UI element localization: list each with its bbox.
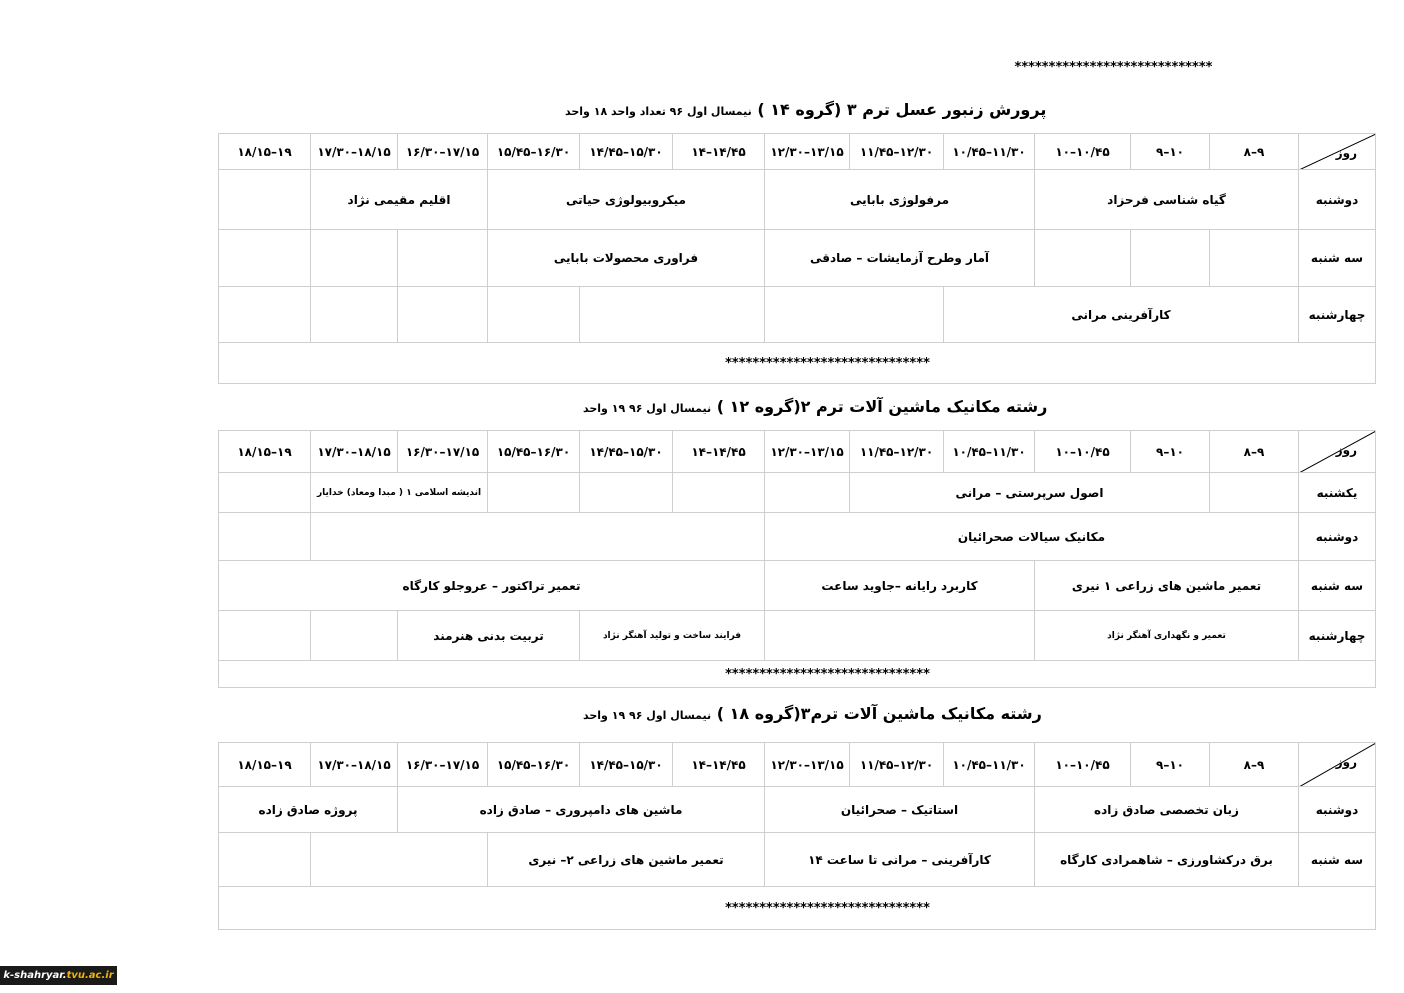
time-header: ۱۰/۴۵–۱۱/۳۰ bbox=[944, 431, 1035, 473]
empty-cell bbox=[765, 473, 850, 513]
time-header: ۱۱/۴۵–۱۲/۳۰ bbox=[850, 743, 944, 787]
corner-label: روز bbox=[1335, 755, 1357, 769]
table-row bbox=[219, 787, 1376, 833]
time-header: ۸–۹ bbox=[1210, 134, 1299, 170]
table1-title bbox=[565, 100, 1046, 119]
time-header: ۱۶/۳۰–۱۷/۱۵ bbox=[398, 431, 488, 473]
table2-subtitle: نیمسال اول ۹۶ ۱۹ واحد bbox=[583, 402, 712, 415]
corner-label: روز bbox=[1335, 443, 1357, 457]
class-cell: تربیت بدنی هنرمند bbox=[398, 611, 580, 661]
empty-cell bbox=[219, 473, 311, 513]
empty-cell bbox=[311, 833, 488, 887]
class-cell: تعمیر ماشین های زراعی ۱ نیری bbox=[1035, 561, 1299, 611]
table-row bbox=[219, 230, 1376, 287]
empty-cell bbox=[219, 611, 311, 661]
time-header: ۱۴–۱۴/۴۵ bbox=[673, 431, 765, 473]
logo-prefix: k-shahryar. bbox=[3, 970, 67, 981]
stars-divider: ****************************** bbox=[219, 661, 1376, 688]
table1-subtitle: نیمسال اول ۹۶ تعداد واحد ۱۸ واحد bbox=[565, 105, 752, 118]
time-header: ۹–۱۰ bbox=[1131, 134, 1210, 170]
stars-divider: ****************************** bbox=[219, 343, 1376, 384]
time-header: ۱۰–۱۰/۴۵ bbox=[1035, 431, 1131, 473]
class-cell: گیاه شناسی فرحزاد bbox=[1035, 170, 1299, 230]
empty-cell bbox=[311, 287, 398, 343]
empty-cell bbox=[1210, 230, 1299, 287]
time-header: ۱۱/۴۵–۱۲/۳۰ bbox=[850, 431, 944, 473]
day-cell: سه شنبه bbox=[1299, 561, 1376, 611]
empty-cell bbox=[311, 513, 765, 561]
empty-cell bbox=[219, 230, 311, 287]
table3-schedule bbox=[218, 742, 1376, 930]
time-header: ۱۰/۴۵–۱۱/۳۰ bbox=[944, 743, 1035, 787]
time-header: ۸–۹ bbox=[1210, 743, 1299, 787]
day-cell: سه شنبه bbox=[1299, 230, 1376, 287]
empty-cell bbox=[219, 170, 311, 230]
table-row bbox=[219, 170, 1376, 230]
empty-cell bbox=[311, 230, 398, 287]
day-cell: چهارشنبه bbox=[1299, 611, 1376, 661]
empty-cell bbox=[765, 287, 944, 343]
table-row bbox=[219, 473, 1376, 513]
empty-cell bbox=[580, 287, 765, 343]
class-cell: آمار وطرح آزمایشات – صادقی bbox=[765, 230, 1035, 287]
table3-subtitle: نیمسال اول ۹۶ ۱۹ واحد bbox=[583, 709, 712, 722]
table3-title bbox=[583, 704, 1042, 723]
table1-title-text: پرورش زنبور عسل ترم ۳ (گروه ۱۴ ) bbox=[757, 100, 1047, 119]
empty-cell bbox=[311, 611, 398, 661]
table1-schedule bbox=[218, 133, 1376, 384]
table3-title-text: رشته مکانیک ماشین آلات ترم۳(گروه ۱۸ ) bbox=[716, 704, 1042, 723]
top-stars: ***************************** bbox=[1014, 60, 1212, 75]
time-header: ۱۴–۱۴/۴۵ bbox=[673, 743, 765, 787]
class-cell: کاربرد رایانه –جاوید ساعت bbox=[765, 561, 1035, 611]
time-header: ۱۲/۳۰–۱۳/۱۵ bbox=[765, 431, 850, 473]
time-header: ۹–۱۰ bbox=[1131, 743, 1210, 787]
empty-cell bbox=[488, 287, 580, 343]
empty-cell bbox=[219, 833, 311, 887]
time-header: ۱۰–۱۰/۴۵ bbox=[1035, 134, 1131, 170]
class-cell: اندیشه اسلامی ۱ ( مبدا ومعاد) خدایار bbox=[311, 473, 488, 513]
class-cell: تعمیر ماشین های زراعی ۲– نیری bbox=[488, 833, 765, 887]
corner-label: روز bbox=[1335, 146, 1357, 160]
class-cell: کارآفرینی – مرانی تا ساعت ۱۴ bbox=[765, 833, 1035, 887]
class-cell: پروژه صادق زاده bbox=[219, 787, 398, 833]
class-cell: تعمیر و نگهداری آهنگر نژاد bbox=[1035, 611, 1299, 661]
table-row bbox=[219, 833, 1376, 887]
table2-corner-cell bbox=[1299, 431, 1376, 473]
time-header: ۱۶/۳۰–۱۷/۱۵ bbox=[398, 743, 488, 787]
time-header: ۱۸/۱۵–۱۹ bbox=[219, 743, 311, 787]
class-cell: کارآفرینی مرانی bbox=[944, 287, 1299, 343]
empty-cell bbox=[488, 473, 580, 513]
time-header: ۱۰–۱۰/۴۵ bbox=[1035, 743, 1131, 787]
empty-cell bbox=[219, 513, 311, 561]
day-cell: دوشنبه bbox=[1299, 787, 1376, 833]
stars-divider: ****************************** bbox=[219, 887, 1376, 930]
table3-corner-cell bbox=[1299, 743, 1376, 787]
footer-row bbox=[219, 887, 1376, 930]
class-cell: اصول سرپرستی – مرانی bbox=[850, 473, 1210, 513]
time-header: ۹–۱۰ bbox=[1131, 431, 1210, 473]
time-header: ۱۴/۴۵–۱۵/۳۰ bbox=[580, 134, 673, 170]
table1-corner-cell bbox=[1299, 134, 1376, 170]
class-cell: فرایند ساخت و تولید آهنگر نژاد bbox=[580, 611, 765, 661]
empty-cell bbox=[673, 473, 765, 513]
class-cell: استاتیک – صحرائیان bbox=[765, 787, 1035, 833]
time-header: ۱۴–۱۴/۴۵ bbox=[673, 134, 765, 170]
day-cell: چهارشنبه bbox=[1299, 287, 1376, 343]
time-header: ۱۲/۳۰–۱۳/۱۵ bbox=[765, 134, 850, 170]
time-header: ۱۸/۱۵–۱۹ bbox=[219, 431, 311, 473]
day-cell: دوشنبه bbox=[1299, 513, 1376, 561]
site-logo[interactable] bbox=[0, 966, 117, 985]
empty-cell bbox=[1131, 230, 1210, 287]
day-cell: یکشنبه bbox=[1299, 473, 1376, 513]
time-header: ۱۱/۴۵–۱۲/۳۰ bbox=[850, 134, 944, 170]
day-cell: دوشنبه bbox=[1299, 170, 1376, 230]
time-header: ۱۵/۴۵–۱۶/۳۰ bbox=[488, 431, 580, 473]
table2-schedule bbox=[218, 430, 1376, 688]
time-header: ۱۰/۴۵–۱۱/۳۰ bbox=[944, 134, 1035, 170]
empty-cell bbox=[1035, 230, 1131, 287]
footer-row bbox=[219, 661, 1376, 688]
time-header: ۱۷/۳۰–۱۸/۱۵ bbox=[311, 134, 398, 170]
time-header: ۱۲/۳۰–۱۳/۱۵ bbox=[765, 743, 850, 787]
empty-cell bbox=[219, 287, 311, 343]
table-row bbox=[219, 561, 1376, 611]
time-header: ۱۸/۱۵–۱۹ bbox=[219, 134, 311, 170]
empty-cell bbox=[398, 287, 488, 343]
table-row bbox=[219, 513, 1376, 561]
class-cell: میکروبیولوژی حیاتی bbox=[488, 170, 765, 230]
class-cell: تعمیر تراکتور – عروجلو کارگاه bbox=[219, 561, 765, 611]
time-header: ۱۶/۳۰–۱۷/۱۵ bbox=[398, 134, 488, 170]
time-header: ۱۴/۴۵–۱۵/۳۰ bbox=[580, 431, 673, 473]
time-header: ۱۷/۳۰–۱۸/۱۵ bbox=[311, 743, 398, 787]
time-header: ۱۵/۴۵–۱۶/۳۰ bbox=[488, 743, 580, 787]
time-header: ۱۵/۴۵–۱۶/۳۰ bbox=[488, 134, 580, 170]
class-cell: برق درکشاورزی – شاهمرادی کارگاه bbox=[1035, 833, 1299, 887]
class-cell: ماشین های دامپروری – صادق زاده bbox=[398, 787, 765, 833]
class-cell: مکانیک سیالات صحرائیان bbox=[765, 513, 1299, 561]
empty-cell bbox=[580, 473, 673, 513]
class-cell: اقلیم مقیمی نژاد bbox=[311, 170, 488, 230]
logo-suffix: tvu.ac.ir bbox=[66, 970, 114, 981]
class-cell: فراوری محصولات بابایی bbox=[488, 230, 765, 287]
empty-cell bbox=[1210, 473, 1299, 513]
table2-title-text: رشته مکانیک ماشین آلات ترم ۲(گروه ۱۲ ) bbox=[716, 397, 1048, 416]
empty-cell bbox=[398, 230, 488, 287]
table-row bbox=[219, 611, 1376, 661]
class-cell: مرفولوژی بابایی bbox=[765, 170, 1035, 230]
day-cell: سه شنبه bbox=[1299, 833, 1376, 887]
footer-row bbox=[219, 343, 1376, 384]
time-header: ۱۷/۳۰–۱۸/۱۵ bbox=[311, 431, 398, 473]
table-row bbox=[219, 287, 1376, 343]
time-header: ۸–۹ bbox=[1210, 431, 1299, 473]
class-cell: زبان تخصصی صادق زاده bbox=[1035, 787, 1299, 833]
table2-title bbox=[583, 397, 1047, 416]
time-header: ۱۴/۴۵–۱۵/۳۰ bbox=[580, 743, 673, 787]
empty-cell bbox=[765, 611, 1035, 661]
